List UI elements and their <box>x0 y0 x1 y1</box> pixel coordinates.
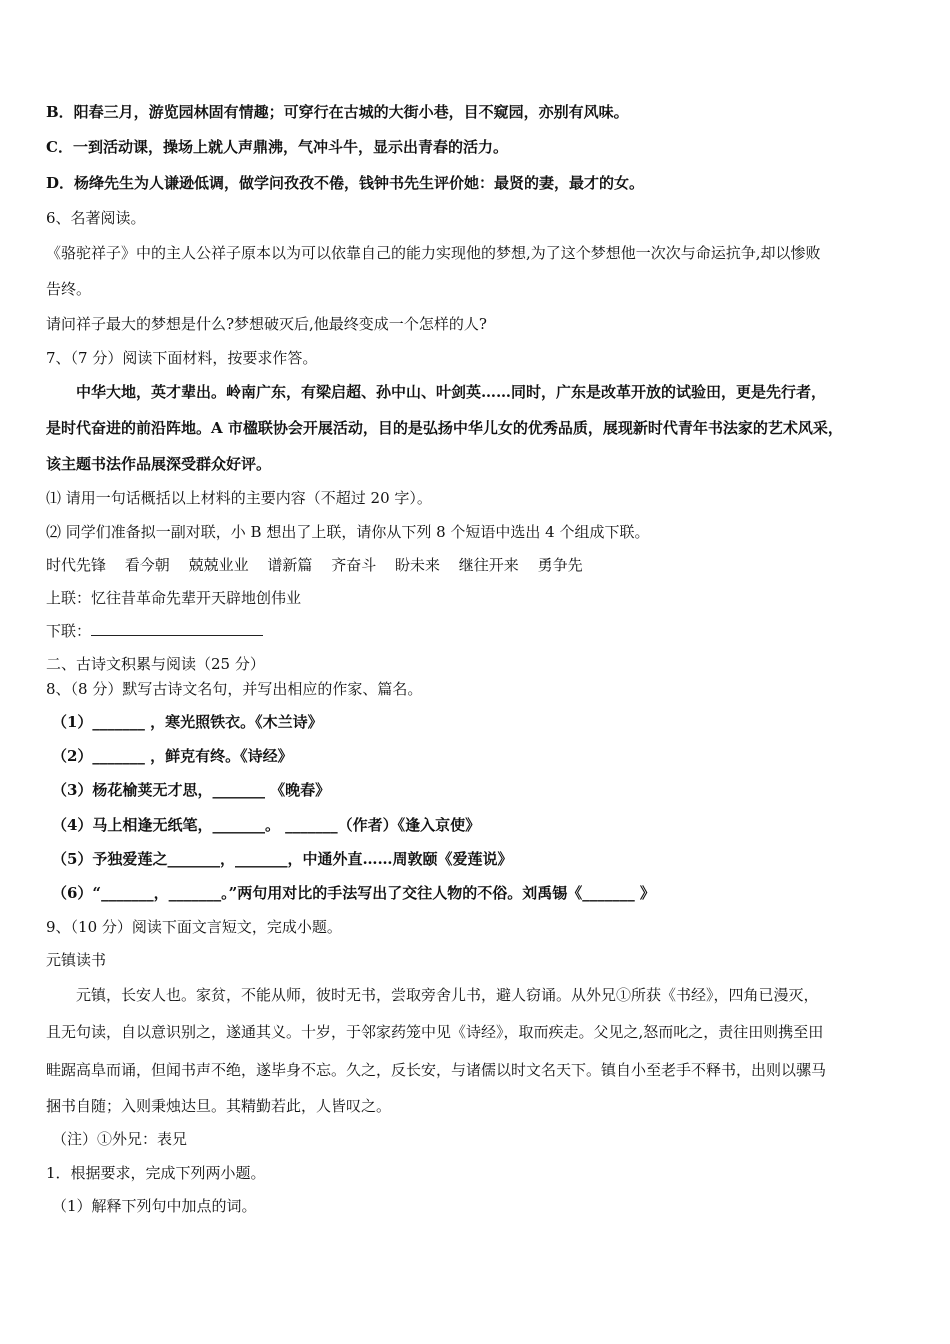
q6-paragraph-2: 告终。 <box>46 280 92 298</box>
q7-material-2: 是时代奋进的前沿阵地。A 市楹联协会开展活动，目的是弘扬中华儿女的优秀品质，展现新时代青年书法家的艺术风采， <box>46 419 843 437</box>
phrase-6: 盼未来 <box>394 556 440 574</box>
q7-subquestion-2: ⑵ 同学们准备拟一副对联，小 B 想出了上联，请你从下列 8 个短语中选出 4 个组成下联。 <box>46 523 650 541</box>
q8-item-2: （2）_______ ，鲜克有终。《诗经》 <box>52 747 293 765</box>
option-b: B．阳春三月，游览园林固有情趣；可穿行在古城的大街小巷，目不窥园，亦别有风味。 <box>46 103 629 121</box>
option-d: D．杨绛先生为人谦逊低调，做学问孜孜不倦，钱钟书先生评价她：最贤的妻，最才的女。 <box>46 174 645 192</box>
q9-passage-1: 元镇，长安人也。家贫，不能从师，彼时无书，尝取旁舍儿书，避人窃诵。从外兄①所获《书经》，四角已漫灭， <box>76 986 819 1004</box>
q8-item-5: （5）予独爱莲之_______，_______，中通外直……周敦颐《爱莲说》 <box>52 850 513 868</box>
q9-passage-3: 畦踞高阜而诵，但闻书声不绝，遂毕身不忘。久之，反长安，与诸儒以时文名天下。镇自小至老手不释书，出则以骡马 <box>46 1061 827 1079</box>
q7-subquestion-1: ⑴ 请用一句话概括以上材料的主要内容（不超过 20 字）。 <box>46 489 432 507</box>
phrase-2: 看今朝 <box>124 556 170 574</box>
q8-item-3: （3）杨花榆荚无才思，_______ 《晚春》 <box>52 781 331 799</box>
phrase-5: 齐奋斗 <box>331 556 377 574</box>
q9-passage-4: 捆书自随；入则秉烛达旦。其精勤若此，人皆叹之。 <box>46 1097 392 1115</box>
phrase-1: 时代先锋 <box>46 556 107 574</box>
q7-material-1: 中华大地，英才辈出。岭南广东，有梁启超、孙中山、叶剑英……同时，广东是改革开放的试验田，更是先行者， <box>76 383 827 401</box>
xialian-label: 下联： <box>46 622 92 640</box>
phrase-list <box>46 555 583 575</box>
q8-item-4: （4）马上相逢无纸笔，_______。 _______（作者）《逢入京使》 <box>52 816 481 834</box>
q6-paragraph-1: 《骆驼祥子》中的主人公祥子原本以为可以依靠自己的能力实现他的梦想,为了这个梦想他一次次与命运抗争,却以惨败 <box>46 244 821 262</box>
section-2-heading: 二、古诗文积累与阅读（25 分） <box>46 655 265 673</box>
q8-item-1: （1）_______ ，寒光照铁衣。《木兰诗》 <box>52 713 323 731</box>
q9-subquestion-1-1: （1）解释下列句中加点的词。 <box>52 1197 257 1215</box>
q7-material-3: 该主题书法作品展深受群众好评。 <box>46 455 272 473</box>
shanglian: 上联：忆往昔革命先辈开天辟地创伟业 <box>46 589 302 607</box>
q8-item-6: （6）“_______，_______。”两句用对比的手法写出了交往人物的不俗。刘禹锡《_______ 》 <box>52 884 655 902</box>
q9-subquestion-1: 1．根据要求，完成下列两小题。 <box>46 1164 266 1182</box>
q8-title: 8、（8 分）默写古诗文名句，并写出相应的作家、篇名。 <box>46 680 423 698</box>
q7-title: 7、（7 分）阅读下面材料，按要求作答。 <box>46 349 318 367</box>
q6-question: 请问祥子最大的梦想是什么?梦想破灭后,他最终变成一个怎样的人? <box>46 315 487 333</box>
q9-title: 9、（10 分）阅读下面文言短文，完成小题。 <box>46 918 342 936</box>
xialian-row <box>46 621 263 641</box>
phrase-8: 勇争先 <box>537 556 583 574</box>
phrase-4: 谱新篇 <box>267 556 313 574</box>
q9-passage-heading: 元镇读书 <box>46 951 107 969</box>
xialian-answer-blank[interactable] <box>91 621 263 636</box>
phrase-3: 兢兢业业 <box>188 556 249 574</box>
option-c: C．一到活动课，操场上就人声鼎沸，气冲斗牛，显示出青春的活力。 <box>46 138 508 156</box>
q9-note: （注）①外兄：表兄 <box>52 1130 188 1148</box>
phrase-7: 继往开来 <box>458 556 519 574</box>
q6-title: 6、名著阅读。 <box>46 209 146 227</box>
q9-passage-2: 且无句读，自以意识别之，遂通其义。十岁，于邻家药笼中见《诗经》，取而疾走。父见之,怒而叱之，责往田则携至田 <box>46 1023 824 1041</box>
